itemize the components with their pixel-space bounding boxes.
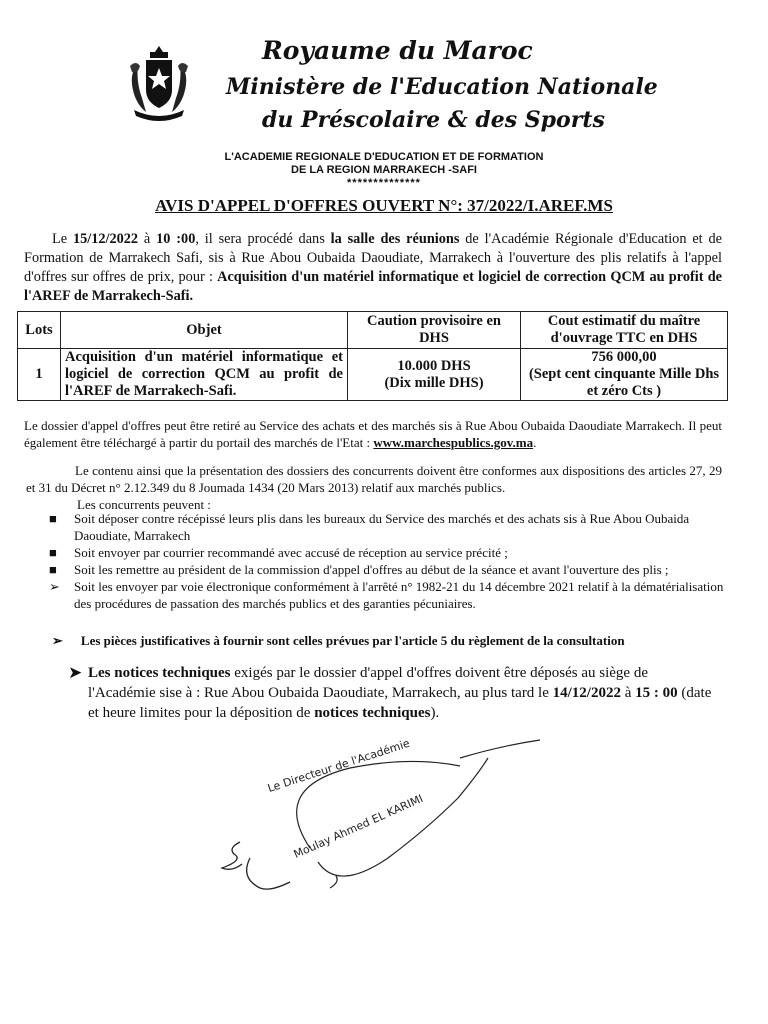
intro-paragraph: Le 15/12/2022 à 10 :00, il sera procédé dans la salle des réunions de l'Académie Régionale d'Education et de Formation de Marrakech Safi, sis à Rue Abou Oubaida Daoudiate, Marrakech à l'ouverture des plis relatifs à l'appel d'offres sur offres de prix, pour : Acquisition d'un matériel informatique et logiciel de correction QCM au profit de l'AREF de Marrakech-Safi.: [24, 231, 722, 304]
opening-date: 15/12/2022: [72, 231, 139, 247]
ministry-title: Ministère de l'Education Nationale: [226, 74, 658, 100]
lot-number: 1: [18, 349, 61, 401]
kingdom-title: Royaume du Maroc: [262, 36, 533, 65]
header-cout: Cout estimatif du maître d'ouvrage TTC en DHS: [521, 312, 728, 349]
submission-options: [45, 510, 725, 612]
meeting-room: la salle des réunions: [330, 231, 460, 247]
moroccan-coat-of-arms-icon: [124, 44, 194, 124]
concurrents-label: Les concurrents peuvent :: [77, 497, 211, 512]
list-item: ■ Soit déposer contre récépissé leurs plis dans les bureaux du Service des marchés et des achats sis à Rue Abou Oubaida Daoudiate, Marrakech: [49, 511, 690, 543]
document-title: AVIS D'APPEL D'OFFRES OUVERT N°: 37/2022/I.AREF.MS: [155, 196, 613, 215]
header-caution: Caution provisoire en DHS: [348, 312, 521, 349]
lot-cout: 756 000,00 (Sept cent cinquante Mille Dhs et zéro Cts ): [521, 349, 728, 401]
retrait-paragraph: Le dossier d'appel d'offres peut être retiré au Service des achats et des marchés sis à Rue Abou Oubaida Daoudiate Marrakech. Il peut également être téléchargé à partir du portail des marchés de l'Etat : www.marchespublics.gov.ma.: [24, 418, 722, 450]
arrow-bullet-icon: ➢: [52, 633, 63, 648]
lots-table: [17, 311, 728, 401]
list-item: ■ Soit les remettre au président de la commission d'appel d'offres au début de la séance et avant l'ouverture des plis ;: [49, 562, 669, 577]
pieces-justificatives: ➢ Les pièces justificatives à fournir sont celles prévues par l'article 5 du règlement de la consultation: [52, 633, 625, 648]
header-objet: Objet: [61, 312, 348, 349]
table-row: [18, 349, 728, 401]
opening-time: 10 :00: [156, 231, 196, 247]
academy-region: DE LA REGION MARRAKECH -SAFI: [291, 164, 477, 176]
stamp-role: Le Directeur de l'Académie: [265, 736, 412, 795]
bullet-icon: ■: [49, 562, 57, 577]
lot-caution: 10.000 DHS (Dix mille DHS): [348, 349, 521, 401]
bullet-icon: ■: [49, 511, 57, 526]
list-item: ■ Soit envoyer par courrier recommandé avec accusé de réception au service précité ;: [49, 545, 508, 560]
arrow-bullet-icon: ➢: [49, 579, 60, 594]
lot-objet: Acquisition d'un matériel informatique et logiciel de correction QCM au profit de l'AREF de Marrakech-Safi.: [61, 349, 348, 401]
table-header-row: [18, 312, 728, 349]
ministry-subtitle: du Préscolaire & des Sports: [262, 107, 605, 133]
deadline-time: 15 : 00: [635, 685, 678, 701]
tender-object: Acquisition d'un matériel informatique et logiciel de correction QCM au profit de l'AREF de Marrakech-Safi.: [24, 269, 722, 304]
notices-techniques-paragraph: ➤ Les notices techniques exigés par le dossier d'appel d'offres doivent être déposés au siège de l'Académie sise à : Rue Abou Oubaida Daoudiate, Marrakech, au plus tard le 14/12/2022 à 15 : 00 (date et heure limites pour la déposition de notices techniques).: [68, 663, 712, 721]
stars-divider: **************: [347, 177, 421, 189]
bullet-icon: ■: [49, 545, 57, 560]
conformite-paragraph: Le contenu ainsi que la présentation des dossiers des concurrents doivent être conformes aux dispositions des articles 27, 29 et 31 du Décret n° 2.12.349 du 8 Joumada 1434 (20 Mars 2013) relatif aux marchés publics.: [26, 463, 722, 495]
deadline-date: 14/12/2022: [552, 685, 621, 701]
header-lots: Lots: [18, 312, 61, 349]
list-item: ➢ Soit les envoyer par voie électronique conformément à l'arrêté n° 1982-21 du 14 décembre 2021 relatif à la dématérialisation des procédures de passation des marchés publics et des garanties pécuniaires.: [49, 579, 724, 611]
stamp-name: Moulay Ahmed EL KARIMI: [291, 792, 426, 861]
academy-name: L'ACADEMIE REGIONALE D'EDUCATION ET DE FORMATION: [224, 151, 544, 163]
portal-link[interactable]: www.marchespublics.gov.ma: [373, 435, 534, 450]
arrow-bullet-icon: ➤: [68, 663, 83, 682]
